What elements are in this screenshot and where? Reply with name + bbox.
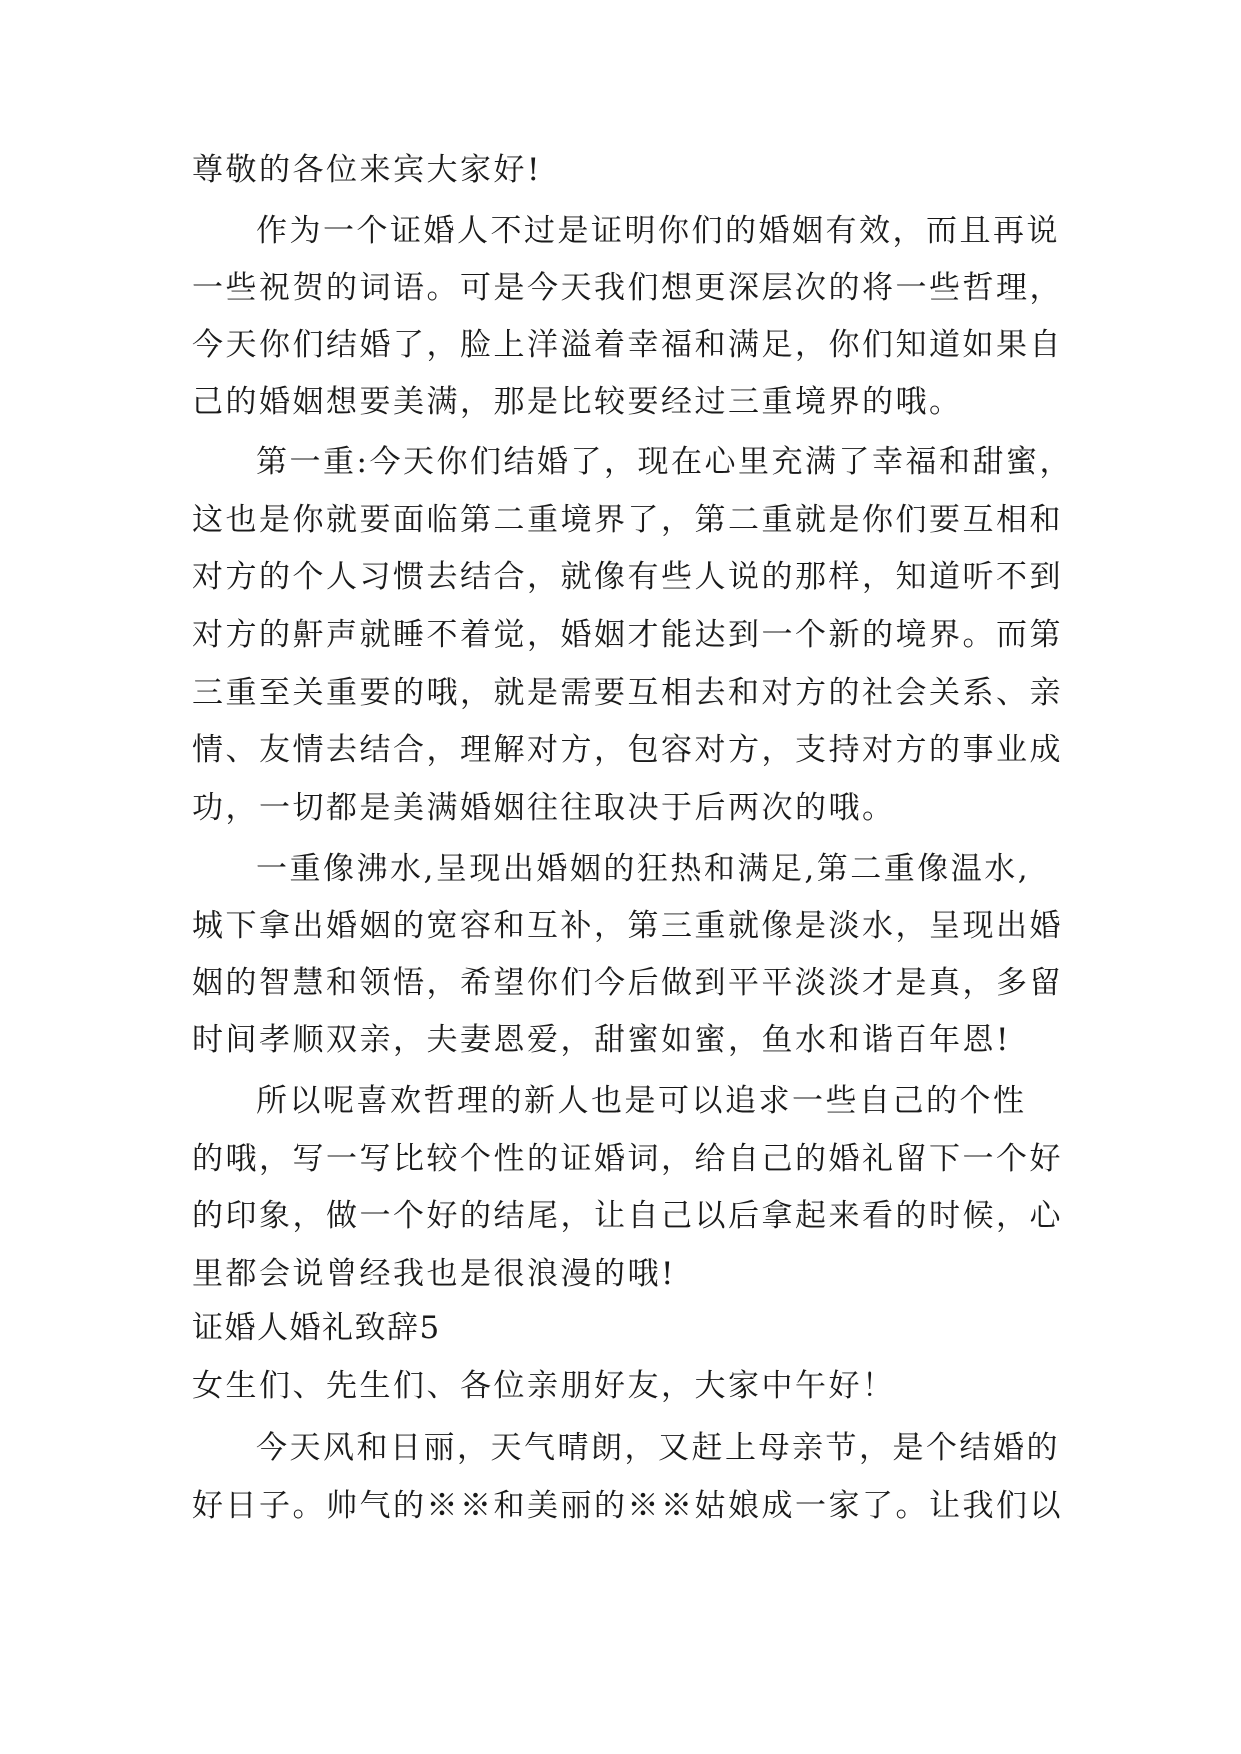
paragraph-4-line-1: 所以呢喜欢哲理的新人也是可以追求一些自己的个性 — [256, 1083, 1027, 1119]
paragraph-2-line-6: 情、友情去结合，理解对方，包容对方，支持对方的事业成 — [192, 732, 1063, 768]
paragraph-3-line-3: 姻的智慧和领悟，希望你们今后做到平平淡淡才是真，多留 — [192, 965, 1063, 1001]
paragraph-5-line-2: 好日子。帅气的※※和美丽的※※姑娘成一家了。让我们以 — [192, 1488, 1063, 1524]
paragraph-2-line-5: 三重至关重要的哦，就是需要互相去和对方的社会关系、亲 — [192, 675, 1063, 711]
greeting-line: 尊敬的各位来宾大家好! — [192, 152, 542, 188]
paragraph-2-line-3: 对方的个人习惯去结合，就像有些人说的那样，知道听不到 — [192, 559, 1063, 595]
paragraph-2-line-4: 对方的鼾声就睡不着觉，婚姻才能达到一个新的境界。而第 — [192, 617, 1063, 653]
paragraph-3-line-4: 时间孝顺双亲，夫妻恩爱，甜蜜如蜜，鱼水和谐百年恩! — [192, 1022, 1011, 1058]
paragraph-1-line-1: 作为一个证婚人不过是证明你们的婚姻有效，而且再说 — [256, 213, 1060, 249]
paragraph-4-line-3: 的印象，做一个好的结尾，让自己以后拿起来看的时候，心 — [192, 1198, 1063, 1234]
paragraph-2-line-7: 功，一切都是美满婚姻往往取决于后两次的哦。 — [192, 790, 896, 826]
paragraph-4-line-4: 里都会说曾经我也是很浪漫的哦! — [192, 1256, 676, 1292]
paragraph-5-line-1: 今天风和日丽，天气晴朗，又赶上母亲节，是个结婚的 — [256, 1430, 1060, 1466]
paragraph-2-line-1: 第一重:今天你们结婚了，现在心里充满了幸福和甜蜜， — [256, 444, 1073, 480]
salutation-line: 女生们、先生们、各位亲朋好友，大家中午好！ — [192, 1368, 896, 1404]
paragraph-1-line-2: 一些祝贺的词语。可是今天我们想更深层次的将一些哲理， — [192, 270, 1063, 306]
paragraph-4-line-2: 的哦，写一写比较个性的证婚词，给自己的婚礼留下一个好 — [192, 1141, 1063, 1177]
paragraph-3-line-2: 城下拿出婚姻的宽容和互补，第三重就像是淡水，呈现出婚 — [192, 908, 1063, 944]
section-heading: 证婚人婚礼致辞5 — [192, 1310, 441, 1346]
paragraph-1-line-3: 今天你们结婚了，脸上洋溢着幸福和满足，你们知道如果自 — [192, 327, 1063, 363]
paragraph-3-line-1: 一重像沸水,呈现出婚姻的狂热和满足,第二重像温水, — [256, 851, 1031, 887]
paragraph-2-line-2: 这也是你就要面临第二重境界了，第二重就是你们要互相和 — [192, 502, 1063, 538]
paragraph-1-line-4: 己的婚姻想要美满，那是比较要经过三重境界的哦。 — [192, 384, 963, 420]
